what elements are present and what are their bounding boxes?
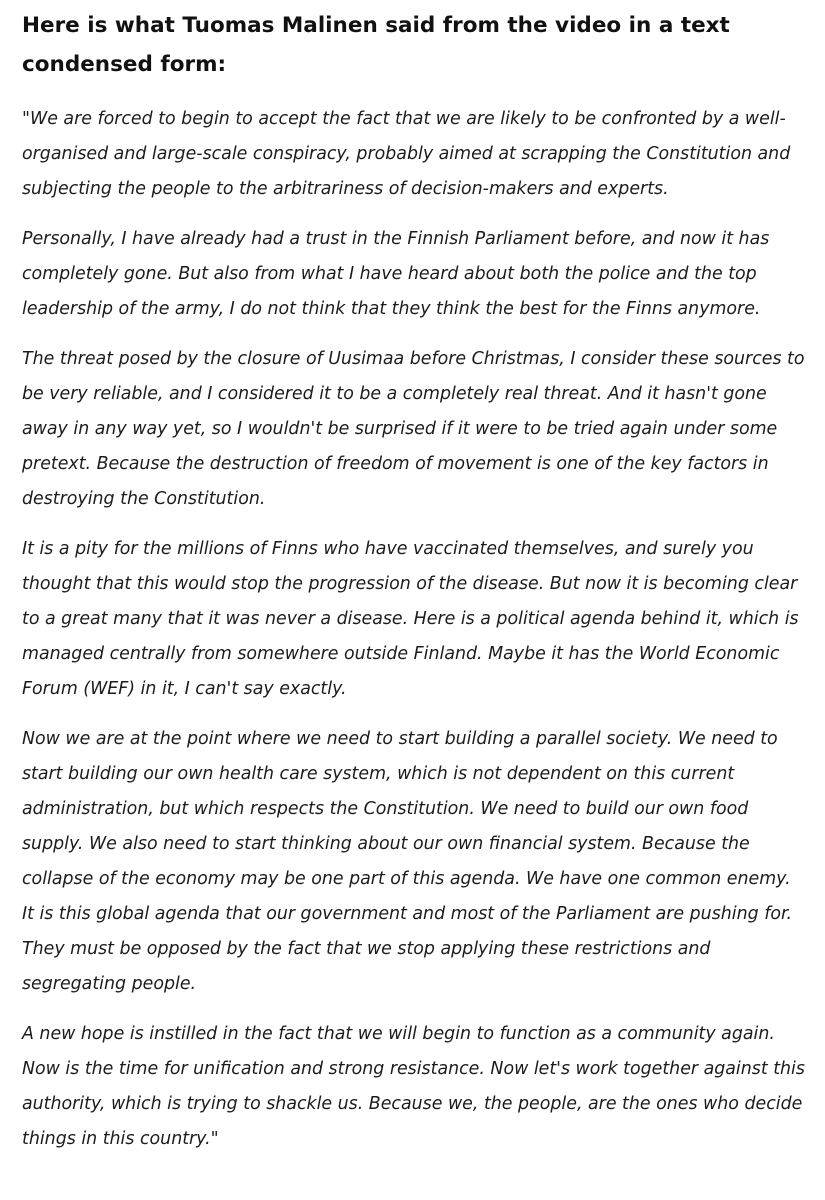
quote-paragraph-6: A new hope is instilled in the fact that we will begin to function as a community again. Now is the time for unification and strong resistance. Now let's work together against this authority, which is trying to shackle us. Because we, the people, are the ones who decide things in this country.": [22, 1024, 805, 1149]
quote-paragraph-1: "We are forced to begin to accept the fact that we are likely to be confronted by a well-organised and large-scale conspiracy, probably aimed at scrapping the Constitution and subjecting the people to the arbitrariness of decision-makers and experts.: [22, 109, 791, 199]
page-title: Here is what Tuomas Malinen said from the video in a text condensed form:: [22, 13, 730, 77]
quote-paragraph-4: It is a pity for the millions of Finns who have vaccinated themselves, and surely you thought that this would stop the progression of the disease. But now it is becoming clear to a great many that it was never a disease. Here is a political agenda behind it, which is managed centrally from somewhere outside Finland. Maybe it has the World Economic Forum (WEF) in it, I can't say exactly.: [22, 539, 799, 699]
quote-paragraph-5: Now we are at the point where we need to start building a parallel society. We need to start building our own health care system, which is not dependent on this current administration, but which respects the Constitution. We need to build our own food supply. We also need to start thinking about our own financial system. Because the collapse of the economy may be one part of this agenda. We have one common enemy. It is this global agenda that our government and most of the Parliament are pushing for. They must be opposed by the fact that we stop applying these restrictions and segregating people.: [22, 729, 793, 994]
quote-paragraph-2: Personally, I have already had a trust in the Finnish Parliament before, and now it has completely gone. But also from what I have heard about both the police and the top leadership of the army, I do not think that they think the best for the Finns anymore.: [22, 229, 770, 319]
quote-paragraph-3: The threat posed by the closure of Uusimaa before Christmas, I consider these sources to be very reliable, and I considered it to be a completely real threat. And it hasn't gone away in any way yet, so I wouldn't be surprised if it were to be tried again under some pretext. Because the destruction of freedom of movement is one of the key factors in destroying the Constitution.: [22, 349, 805, 509]
